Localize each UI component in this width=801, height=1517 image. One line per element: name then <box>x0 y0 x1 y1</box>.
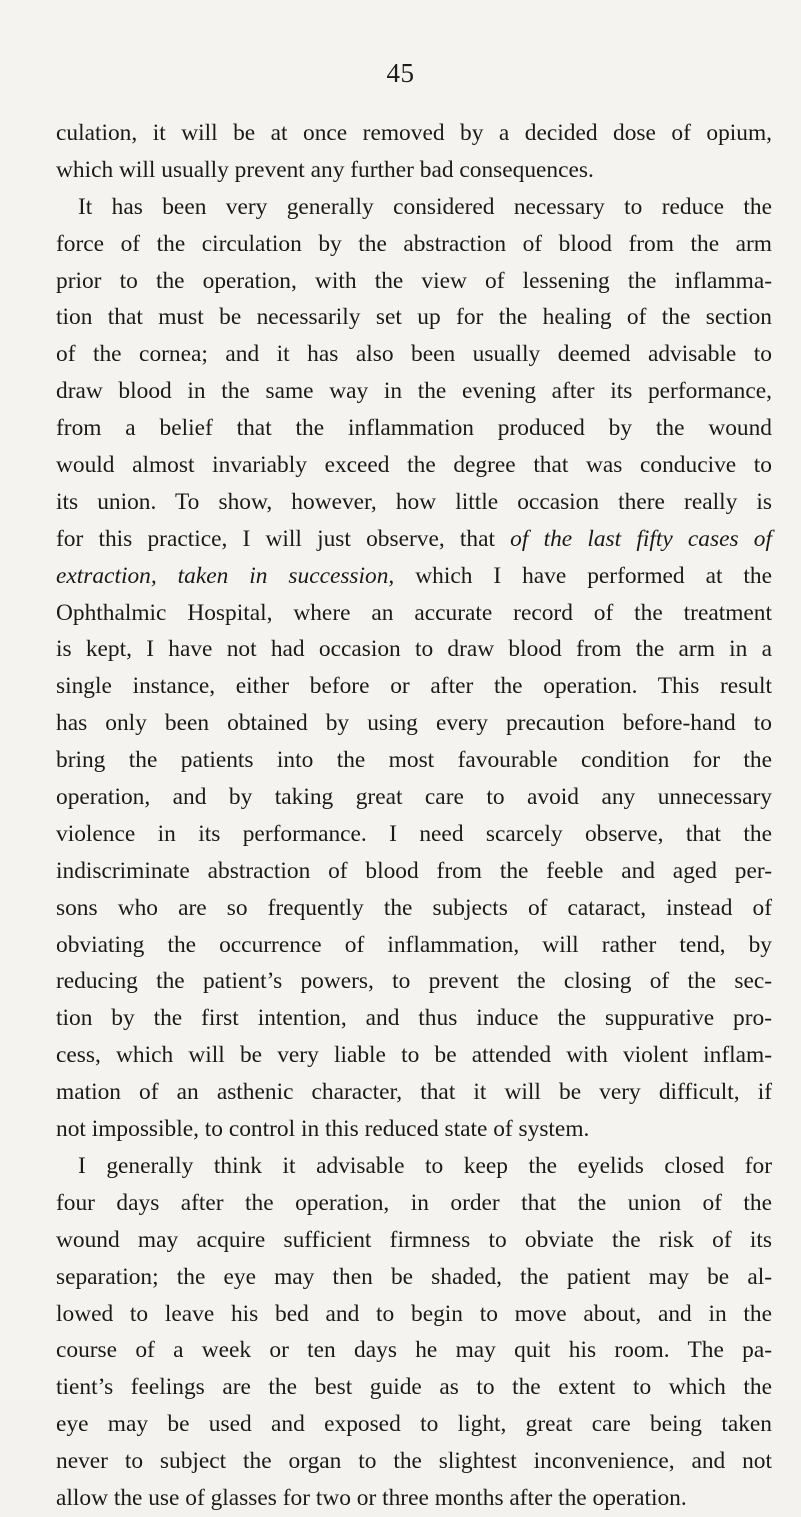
text-line: obviating the occurrence of inflammation, will rather tend, by <box>56 931 772 958</box>
text-line: indiscriminate abstraction of blood from the feeble and aged per- <box>56 857 772 884</box>
text-line: draw blood in the same way in the evening after its performance, <box>56 378 772 405</box>
text-line: has only been obtained by using every precaution before-hand to <box>56 710 772 737</box>
text-line: reducing the patient’s powers, to prevent the closing of the sec- <box>56 968 772 995</box>
text-line: course of a week or ten days he may quit his room. The pa- <box>56 1337 772 1364</box>
text-line: tion that must be necessarily set up for the healing of the section <box>56 304 772 331</box>
text-line <box>56 558 772 595</box>
text-line: wound may acquire sufficient firmness to obviate the risk of its <box>56 1226 772 1253</box>
text-segment: for this practice, I will just observe, that <box>56 525 511 552</box>
text-line: Ophthalmic Hospital, where an accurate record of the treatment <box>56 599 772 626</box>
text-line: allow the use of glasses for two or three months after the operation. <box>56 1484 687 1511</box>
text-line: single instance, either before or after the operation. This result <box>56 673 772 700</box>
text-line: from a belief that the inflammation produced by the wound <box>56 415 772 442</box>
text-line <box>56 521 772 558</box>
text-line: separation; the eye may then be shaded, the patient may be al- <box>56 1263 772 1290</box>
text-line: of the cornea; and it has also been usually deemed advisable to <box>56 341 772 368</box>
text-line: bring the patients into the most favourable condition for the <box>56 747 772 774</box>
body-text <box>56 115 772 1517</box>
text-line: cess, which will be very liable to be attended with violent inflam- <box>56 1042 772 1069</box>
text-line: tion by the first intention, and thus induce the suppurative pro- <box>56 1005 772 1032</box>
text-line: would almost invariably exceed the degree that was conducive to <box>56 452 772 479</box>
text-line: eye may be used and exposed to light, great care being taken <box>56 1411 772 1438</box>
text-line: lowed to leave his bed and to begin to move about, and in the <box>56 1300 772 1327</box>
text-line: culation, it will be at once removed by a decided dose of opium, <box>56 120 772 146</box>
text-line: It has been very generally considered necessary to reduce the <box>78 193 772 220</box>
text-line: its union. To show, however, how little occasion there really is <box>56 488 772 515</box>
text-segment: which I have performed at the <box>394 562 772 589</box>
page-number: 45 <box>386 58 415 88</box>
text-line: which will usually prevent any further bad consequences. <box>56 156 594 183</box>
text-line: force of the circulation by the abstraction of blood from the arm <box>56 230 772 257</box>
text-line: I generally think it advisable to keep the eyelids closed for <box>78 1152 772 1179</box>
text-line: never to subject the organ to the slightest inconvenience, and not <box>56 1448 772 1475</box>
text-line: violence in its performance. I need scarcely observe, that the <box>56 820 772 847</box>
text-line: tient’s feelings are the best guide as to the extent to which the <box>56 1374 772 1401</box>
italic-text: extraction, taken in succession, <box>56 562 395 589</box>
text-line: operation, and by taking great care to avoid any unnecessary <box>56 784 772 811</box>
italic-text: of the last fifty cases of <box>510 525 772 552</box>
text-line: prior to the operation, with the view of lessening the inflamma- <box>56 267 772 294</box>
text-line: sons who are so frequently the subjects of cataract, instead of <box>56 894 772 921</box>
text-line: is kept, I have not had occasion to draw blood from the arm in a <box>56 636 772 663</box>
text-line: four days after the operation, in order that the union of the <box>56 1189 772 1216</box>
text-line: mation of an asthenic character, that it will be very difficult, if <box>56 1079 772 1106</box>
text-line: not impossible, to control in this reduced state of system. <box>56 1116 590 1143</box>
